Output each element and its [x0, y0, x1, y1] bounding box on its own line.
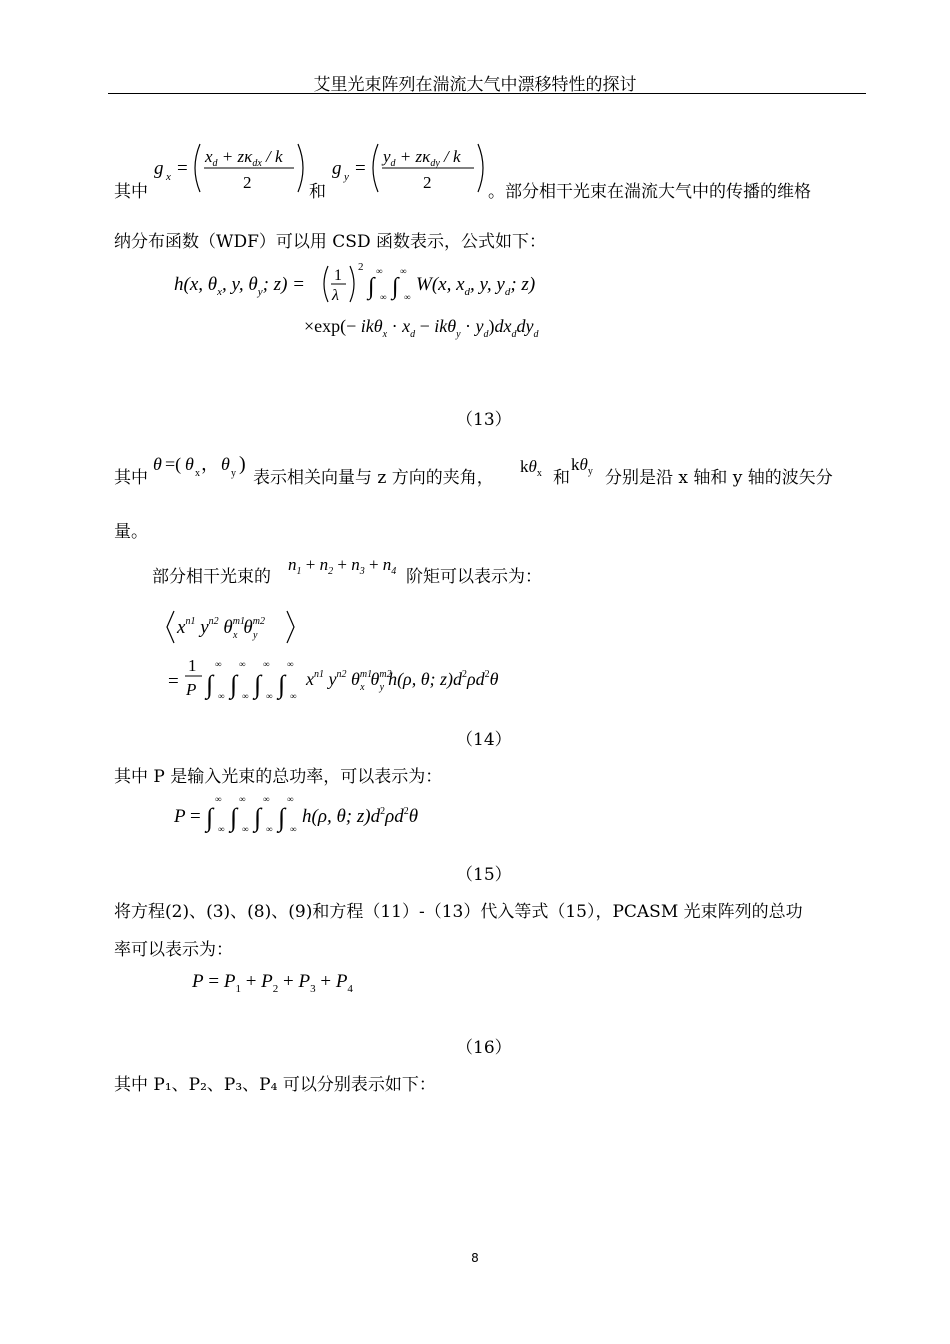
equals-sign: = [177, 158, 188, 179]
svg-text:n1 + n2 + n3 + n4: $n_1 + n_2 + n_3 + n_4$ [288, 555, 397, 577]
text-substitution: 将方程(2)、(3)、(8)、(9)和方程（11）-（13）代入等式（15），PCASM 光束阵列的总功 [114, 902, 803, 922]
svg-text:∫: ∫ [368, 274, 375, 300]
svg-text:h(x, θx, y, θy; z) =: h(x, $\theta_x$, y, $\theta_y$; z) = [174, 274, 305, 298]
svg-text:∞: ∞ [404, 292, 411, 302]
svg-text:∞: ∞ [287, 659, 294, 669]
svg-text:∞: ∞ [215, 659, 222, 669]
svg-text:λ: λ [332, 287, 339, 304]
text-components-intro: 其中 P₁、P₂、P₃、P₄ 可以分别表示如下： [114, 1075, 436, 1095]
svg-text:W(x, xd, y, yd; z): W(x, $x_d$, y, $y_d$; z) [416, 274, 536, 298]
gx-symbol: g [154, 158, 164, 179]
theta-definition [151, 446, 255, 482]
svg-text:=: = [190, 806, 201, 827]
svg-text:xn1 yn2 θm1xθm2yh(ρ, θ; z)d2ρd: $x^{n1}$ $y^{n2}$ $\theta^{m1}$ x $\theta^{m2}$ y h(ρ, θ; $z)d^2\rho d^2\theta$ [306, 669, 499, 693]
header-rule [108, 93, 866, 94]
k-theta-x [519, 452, 555, 482]
svg-text:=: = [355, 158, 366, 179]
svg-text:kθy: $k\theta_y$ [571, 455, 593, 477]
equation-number-15: （15） [456, 865, 512, 885]
svg-text:=(: =( [165, 454, 182, 474]
text-line1-suffix: 。部分相干光束在湍流大气中的传播的维格 [488, 182, 811, 202]
running-header-title: 艾里光束阵列在湍流大气中漂移特性的探讨 [313, 75, 637, 95]
text-and-2: 和 [553, 468, 570, 488]
svg-text:∞: ∞ [290, 691, 297, 701]
gy-denominator: 2 [423, 173, 432, 192]
text-wavevector-desc: 分别是沿 x 轴和 y 轴的波矢分 [605, 468, 833, 488]
svg-text:∞: ∞ [239, 659, 246, 669]
svg-text:∫: ∫ [206, 803, 214, 832]
equation-number-13: （13） [456, 410, 512, 430]
svg-text:∞: ∞ [218, 691, 225, 701]
svg-text:∞: ∞ [218, 824, 225, 834]
svg-text:∞: ∞ [263, 794, 270, 804]
svg-text:=: = [168, 671, 179, 692]
svg-text:P: P [186, 680, 197, 699]
equation-number-14: （14） [456, 730, 512, 750]
svg-text:P: P [174, 806, 186, 827]
svg-text:∞: ∞ [242, 824, 249, 834]
power-sum-equation [188, 965, 388, 999]
power-equation [170, 792, 470, 842]
svg-text:): ) [239, 453, 246, 475]
gy-symbol: g [332, 158, 342, 179]
gy-subscript: y [344, 171, 349, 183]
gx-formula [150, 138, 310, 198]
svg-text:∫: ∫ [230, 670, 238, 699]
text-total-power-intro: 率可以表示为： [114, 940, 233, 960]
svg-text:xn1 yn2 θm1xθm2y: $x^{n1}$ $y^{n2}$ $\theta^{m1}$ x $\theta^{m2}$ y [177, 616, 265, 641]
text-angle-description: 表示相关向量与 z 方向的夹角， [253, 468, 494, 488]
svg-text:∞: ∞ [239, 794, 246, 804]
wdf-equation [170, 258, 610, 342]
svg-text:∞: ∞ [266, 691, 273, 701]
svg-text:∫: ∫ [254, 803, 262, 832]
svg-text:∫: ∫ [278, 803, 286, 832]
svg-text:∞: ∞ [287, 794, 294, 804]
svg-text:xd + zκdx / k: $x_d + z\kappa_{dx} / k$ [205, 147, 283, 169]
text-moment-prefix: 部分相干光束的 [152, 567, 271, 587]
svg-text:∫: ∫ [206, 670, 214, 699]
svg-text:∞: ∞ [376, 266, 383, 276]
svg-text:θ: θ [185, 454, 194, 474]
svg-text:y: y [231, 468, 236, 479]
svg-text:∞: ∞ [263, 659, 270, 669]
svg-text:∞: ∞ [215, 794, 222, 804]
svg-text:1: 1 [334, 267, 342, 284]
gy-formula [328, 138, 488, 198]
svg-text:∫: ∫ [230, 803, 238, 832]
k-theta-y [570, 452, 606, 482]
svg-text:2: 2 [358, 261, 364, 273]
svg-text:yd + zκdy / k: $y_d + z\kappa_{dy} / k$ [383, 147, 461, 169]
page-number: 8 [471, 1251, 479, 1265]
svg-text:kθx: $k\theta_x$ [520, 457, 542, 479]
text-power-intro: 其中 P 是输入光束的总功率，可以表示为： [114, 767, 443, 787]
gx-denominator: 2 [243, 173, 252, 192]
moment-order [287, 553, 407, 581]
svg-text:∞: ∞ [380, 292, 387, 302]
text-moment-suffix: 阶矩可以表示为： [406, 567, 542, 587]
svg-text:∞: ∞ [266, 824, 273, 834]
svg-text:×exp(− ikθx · xd − ikθy · yd)d: $\times\exp(- ik\theta_x \cdot x_d - ik\theta_y \cdot y_d)dx_ddy_d$ [304, 316, 539, 340]
text-qizhong-1: 其中 [114, 182, 148, 202]
svg-text:∞: ∞ [400, 266, 407, 276]
moment-equation [160, 605, 580, 705]
svg-text:∫: ∫ [254, 670, 262, 699]
svg-text:1: 1 [188, 656, 197, 675]
svg-text:h(ρ, θ; z)d2ρd2θ: h(ρ, θ; $z)d^2\rho d^2\theta$ [302, 806, 419, 827]
text-wdf-intro: 纳分布函数（WDF）可以用 CSD 函数表示，公式如下： [114, 232, 546, 252]
text-qizhong-2: 其中 [114, 468, 148, 488]
svg-text:∞: ∞ [290, 824, 297, 834]
svg-text:P = P1 + P2 + P3 + P4: $P = P_1 + P_2 + P_3 + P_4$ [192, 971, 353, 995]
svg-text:∫: ∫ [392, 274, 399, 300]
svg-text:∞: ∞ [242, 691, 249, 701]
equation-number-16: （16） [456, 1038, 512, 1058]
svg-text:∫: ∫ [278, 670, 286, 699]
svg-text:x: x [195, 468, 200, 479]
text-and-1: 和 [309, 182, 326, 202]
gx-subscript: x [166, 171, 171, 183]
svg-text:θ: θ [153, 454, 162, 474]
svg-text:θ: θ [221, 454, 230, 474]
svg-text:，: ， [201, 454, 219, 474]
text-liang: 量。 [114, 522, 148, 542]
